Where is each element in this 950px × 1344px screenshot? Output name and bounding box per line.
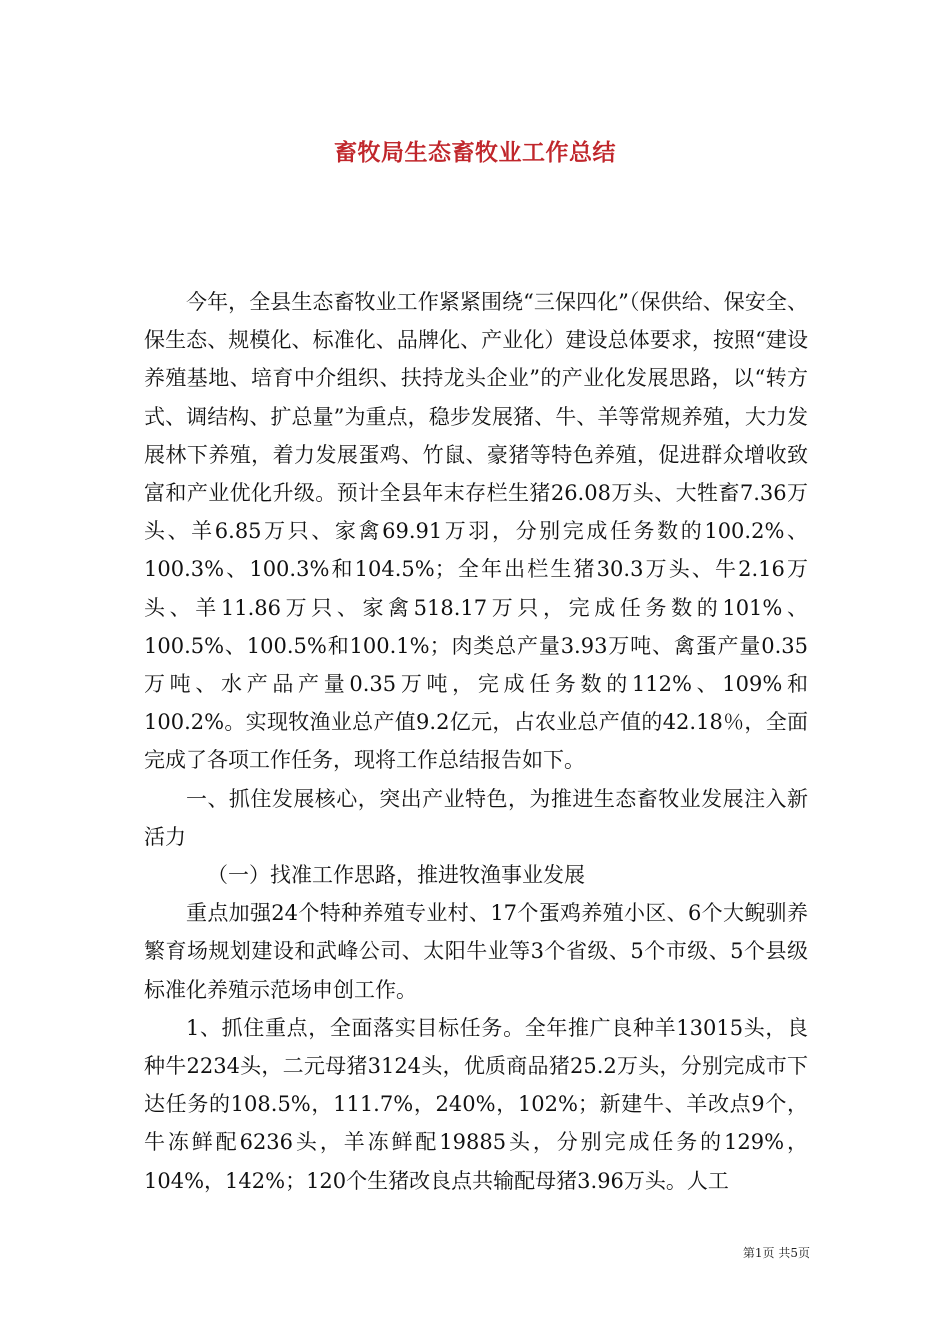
- subsection-heading-1: （一）找准工作思路，推进牧渔事业发展: [207, 863, 585, 888]
- section-heading-1: 一、抓住发展核心，突出产业特色，为推进生态畜牧业发展注入新活力: [144, 786, 808, 849]
- page-number: 第1页 共5页: [742, 1246, 810, 1260]
- paragraph-intro: 今年，全县生态畜牧业工作紧紧围绕“三保四化”（保供给、保安全、保生态、规模化、标准化、品牌化、产业化）建设总体要求，按照“建设养殖基地、培育中介组织、扶持龙头企业”的产业化发展思路，以“转方式、调结构、扩总量”为重点，稳步发展猪、牛、羊等常规养殖，大力发展林下养殖，着力发展蛋鸡、竹鼠、豪猪等特色养殖，促进群众增收致富和产业优化升级。预计全县年末存栏生猪26.08万头、大牲畜7.36万头、羊6.85万只、家禽69.91万羽，分别完成任务数的100.2%、100.3%、100.3%和104.5%；全年出栏生猪30.3万头、牛2.16万头、羊11.86万只、家禽518.17万只，完成任务数的101%、100.5%、100.5%和100.1%；肉类总产量3.93万吨、禽蛋产量0.35万吨、水产品产量0.35万吨，完成任务数的112%、109%和100.2%。实现牧渔业总产值9.2亿元，占农业总产值的42.18％，全面完成了各项工作任务，现将工作总结报告如下。: [144, 290, 808, 773]
- paragraph-key-work: 重点加强24个特种养殖专业村、17个蛋鸡养殖小区、6个大鲵驯养繁育场规划建设和武峰公司、太阳牛业等3个省级、5个市级、5个县级标准化养殖示范场申创工作。: [144, 901, 808, 1002]
- document-body: [144, 283, 808, 1200]
- document-title: 畜牧局生态畜牧业工作总结: [334, 139, 616, 166]
- paragraph-item-1: 1、抓住重点，全面落实目标任务。全年推广良种羊13015头，良种牛2234头，二元母猪3124头，优质商品猪25.2万头，分别完成市下达任务的108.5%，111.7%，240%，102%；新建牛、羊改点9个，牛冻鲜配6236头，羊冻鲜配19885头，分别完成任务的129%，104%，142%；120个生猪改良点共输配母猪3.96万头。人工: [144, 1015, 808, 1193]
